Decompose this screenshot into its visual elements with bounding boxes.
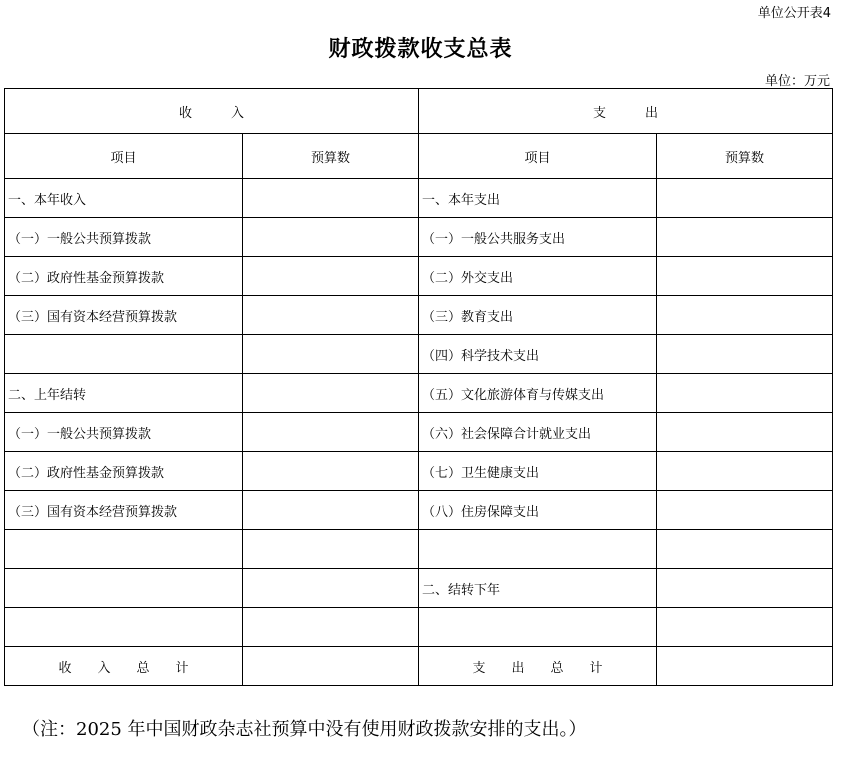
unit-label: 单位：万元 (764, 74, 830, 89)
expense-group-header: 支 出 (419, 89, 833, 134)
income-amount-cell (243, 452, 419, 491)
income-item-cell: （一）一般公共预算拨款 (5, 413, 243, 452)
income-amount-cell (243, 296, 419, 335)
income-amount-header: 预算数 (243, 134, 419, 179)
expense-item-cell (419, 608, 657, 647)
expense-amount-cell (657, 452, 833, 491)
page-title: 财政拨款收支总表 (328, 37, 513, 62)
income-item-cell: （一）一般公共预算拨款 (5, 218, 243, 257)
income-item-cell: （三）国有资本经营预算拨款 (5, 296, 243, 335)
income-total-label: 收 入 总 计 (5, 647, 243, 686)
expense-item-cell: （七）卫生健康支出 (419, 452, 657, 491)
income-total-amount (243, 647, 419, 686)
expense-amount-cell (657, 257, 833, 296)
table-row (5, 257, 833, 296)
income-amount-cell (243, 608, 419, 647)
column-header-row (5, 134, 833, 179)
expense-item-cell: （六）社会保障合计就业支出 (419, 413, 657, 452)
expense-item-header: 项目 (419, 134, 657, 179)
income-amount-cell (243, 179, 419, 218)
table-row (5, 218, 833, 257)
group-header-row (5, 89, 833, 134)
table-row (5, 374, 833, 413)
table-number-tag: 单位公开表4 (757, 6, 831, 21)
expense-item-cell: （三）教育支出 (419, 296, 657, 335)
income-item-cell: （二）政府性基金预算拨款 (5, 257, 243, 296)
income-item-cell (5, 608, 243, 647)
expense-amount-cell (657, 296, 833, 335)
income-amount-cell (243, 569, 419, 608)
income-amount-cell (243, 374, 419, 413)
income-item-cell (5, 569, 243, 608)
total-row (5, 647, 833, 686)
income-item-cell: 二、上年结转 (5, 374, 243, 413)
expense-item-cell: 一、本年支出 (419, 179, 657, 218)
expense-total-amount (657, 647, 833, 686)
income-item-cell: （三）国有资本经营预算拨款 (5, 491, 243, 530)
table-row (5, 179, 833, 218)
expense-amount-header: 预算数 (657, 134, 833, 179)
income-item-cell (5, 335, 243, 374)
income-group-header: 收 入 (5, 89, 419, 134)
income-amount-cell (243, 218, 419, 257)
table-row (5, 530, 833, 569)
income-amount-cell (243, 257, 419, 296)
income-amount-cell (243, 335, 419, 374)
table-row (5, 296, 833, 335)
expense-item-cell (419, 530, 657, 569)
expense-item-cell: （二）外交支出 (419, 257, 657, 296)
table-row (5, 569, 833, 608)
table-row (5, 335, 833, 374)
income-amount-cell (243, 530, 419, 569)
expense-amount-cell (657, 530, 833, 569)
expense-amount-cell (657, 608, 833, 647)
expense-amount-cell (657, 218, 833, 257)
income-item-cell (5, 530, 243, 569)
budget-table (4, 88, 833, 686)
income-amount-cell (243, 491, 419, 530)
income-item-cell: 一、本年收入 (5, 179, 243, 218)
expense-amount-cell (657, 179, 833, 218)
income-item-cell: （二）政府性基金预算拨款 (5, 452, 243, 491)
expense-item-cell: （五）文化旅游体育与传媒支出 (419, 374, 657, 413)
expense-amount-cell (657, 413, 833, 452)
income-item-header: 项目 (5, 134, 243, 179)
table-row (5, 608, 833, 647)
expense-item-cell: （八）住房保障支出 (419, 491, 657, 530)
table-row (5, 413, 833, 452)
table-row (5, 491, 833, 530)
expense-amount-cell (657, 374, 833, 413)
expense-amount-cell (657, 491, 833, 530)
expense-amount-cell (657, 569, 833, 608)
income-amount-cell (243, 413, 419, 452)
expense-amount-cell (657, 335, 833, 374)
expense-item-cell: （一）一般公共服务支出 (419, 218, 657, 257)
expense-item-cell: （四）科学技术支出 (419, 335, 657, 374)
expense-total-label: 支 出 总 计 (419, 647, 657, 686)
table-row (5, 452, 833, 491)
expense-item-cell: 二、结转下年 (419, 569, 657, 608)
footnote: （注：2025 年中国财政杂志社预算中没有使用财政拨款安排的支出。） (22, 719, 587, 740)
